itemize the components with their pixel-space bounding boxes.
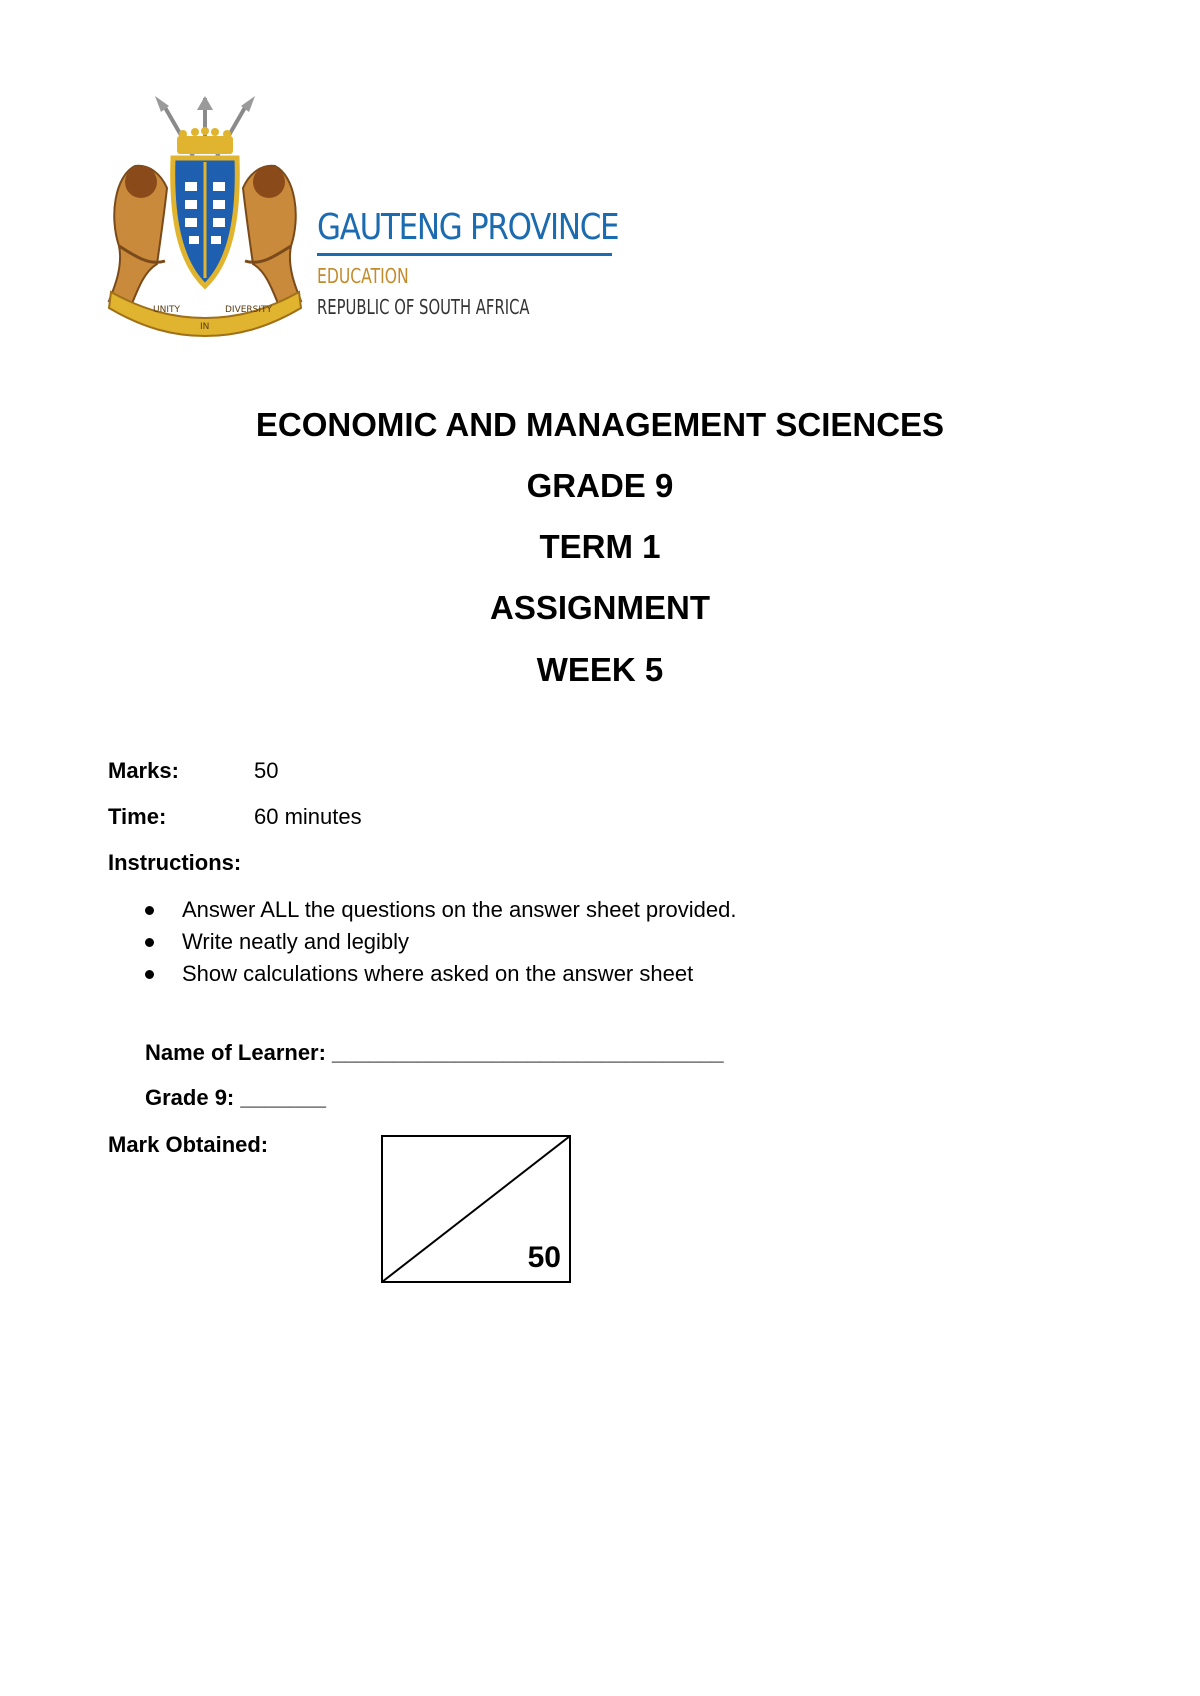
mark-obtained-box[interactable] xyxy=(381,1135,571,1283)
instructions-list xyxy=(145,894,736,990)
time-label: Time: xyxy=(108,804,167,829)
assignment-title: ASSIGNMENT xyxy=(489,589,710,626)
svg-text:IN: IN xyxy=(200,322,210,332)
marks-value: 50 xyxy=(254,758,279,783)
instruction-text: Write neatly and legibly xyxy=(182,929,410,954)
instruction-item xyxy=(145,894,736,926)
gauteng-coat-of-arms-icon xyxy=(105,96,305,348)
bullet-icon xyxy=(145,906,154,915)
instruction-text: Show calculations where asked on the answer sheet xyxy=(182,961,694,986)
logo-department: EDUCATION xyxy=(317,264,409,288)
week-title: WEEK 5 xyxy=(536,651,664,688)
term-title: TERM 1 xyxy=(539,528,661,565)
svg-text:UNITY: UNITY xyxy=(153,305,180,315)
instruction-item xyxy=(145,926,736,958)
instruction-item xyxy=(145,958,736,990)
learner-grade-field[interactable]: Grade 9: _______ xyxy=(145,1085,327,1110)
logo-country: REPUBLIC OF SOUTH AFRICA xyxy=(317,295,530,319)
learner-name-field[interactable]: Name of Learner: ________________________________ xyxy=(145,1040,724,1065)
svg-text:DIVERSITY: DIVERSITY xyxy=(225,305,273,315)
logo-wordmark xyxy=(317,206,619,319)
grade-title: GRADE 9 xyxy=(526,467,674,504)
bullet-icon xyxy=(145,970,154,979)
instruction-text: Answer ALL the questions on the answer sheet provided. xyxy=(182,897,737,922)
mark-total: 50 xyxy=(527,1241,561,1274)
instructions-label: Instructions: xyxy=(108,850,242,875)
logo-rule xyxy=(317,253,612,256)
time-value: 60 minutes xyxy=(254,804,362,829)
logo-title: GAUTENG PROVINCE xyxy=(317,207,619,248)
subject-title: ECONOMIC AND MANAGEMENT SCIENCES xyxy=(255,406,945,443)
gauteng-logo xyxy=(105,96,625,348)
marks-label: Marks: xyxy=(108,758,179,783)
mark-obtained-label: Mark Obtained: xyxy=(108,1132,269,1157)
bullet-icon xyxy=(145,938,154,947)
